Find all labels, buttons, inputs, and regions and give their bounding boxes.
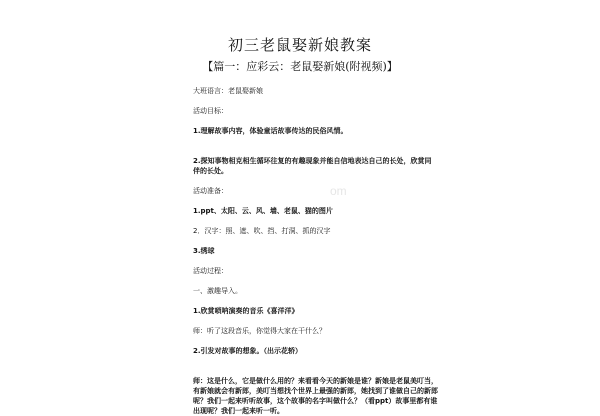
goal-item-2: 2.探知事物相克相生循环往复的有趣现象并能自信地表达自己的长处，欣赏同伴的长处。 bbox=[193, 157, 432, 175]
watermark-text: om bbox=[330, 184, 347, 198]
process-step-1: 一、激趣导入。 bbox=[193, 287, 242, 295]
section-heading-process: 活动过程： bbox=[193, 267, 228, 275]
preparation-item-3: 3.绣球 bbox=[193, 247, 215, 255]
section-heading-preparation: 活动准备： bbox=[193, 187, 228, 195]
teacher-question-1: 师：听了这段音乐，你觉得大家在干什么？ bbox=[193, 327, 326, 335]
section-heading-goals: 活动目标： bbox=[193, 107, 228, 115]
preparation-item-1: 1.ppt、太阳、云、风、墙、老鼠、猫的图片 bbox=[193, 207, 333, 215]
lesson-name: 大班语言：老鼠娶新娘 bbox=[193, 87, 263, 95]
document-title: 初三老鼠娶新娘教案 bbox=[227, 36, 372, 54]
teacher-narration: 师：这是什么，它是做什么用的？来看看今天的新娘是谁？新娘是老鼠美叮当，有新娘就会有新郎，美叮当想找个世界上最强的新郎，她找到了谁做自己的新郎呢？我们一起来听听故事，这个故事的名字叫做什么？（看ppt）故事里都有谁出现呢？我们一起来听一听。 bbox=[193, 377, 438, 415]
document-body bbox=[193, 86, 438, 416]
preparation-item-2: 2．汉字：照、遮、吹、挡、打洞、抓的汉字 bbox=[193, 227, 331, 235]
process-substep-2: 2.引发对故事的想象。（出示花轿） bbox=[193, 347, 303, 355]
process-substep-1: 1.欣赏唢呐演奏的音乐《喜洋洋》 bbox=[193, 307, 299, 315]
goal-item-1: 1.理解故事内容，体验童话故事传达的民俗风情。 bbox=[193, 127, 348, 135]
document-subtitle: 【篇一：应彩云：老鼠娶新娘(附视频)】 bbox=[202, 60, 398, 73]
